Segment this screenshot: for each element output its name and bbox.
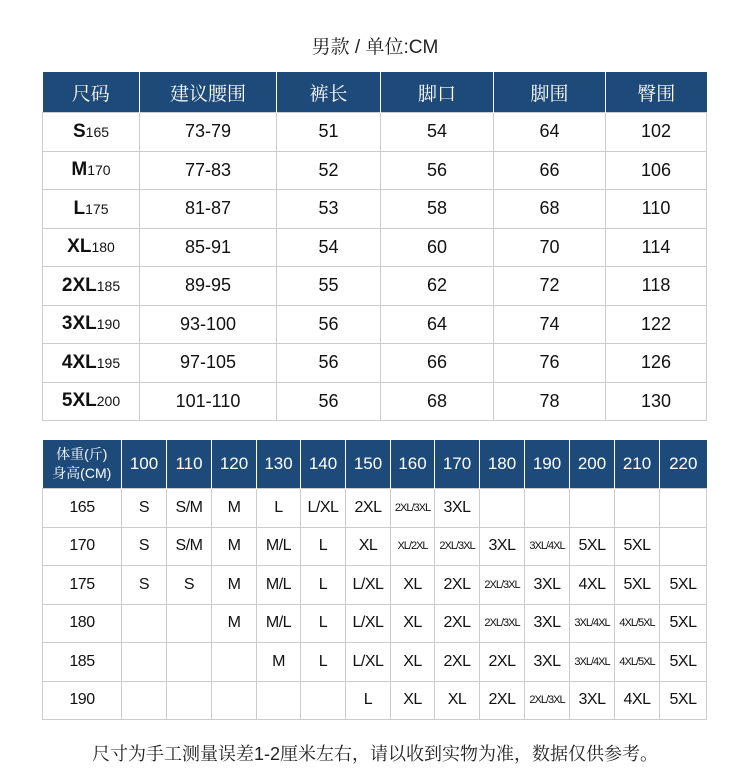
size-recommendation-cell: 2XL [435,643,480,682]
size-recommendation-cell: M/L [257,527,301,566]
cell-length: 55 [277,267,381,306]
size-recommendation-cell: 5XL [660,643,707,682]
size-recommendation-cell: L [301,566,346,605]
page-title: 男款 / 单位:CM [311,37,439,58]
cell-length: 52 [277,151,381,190]
cell-leg: 66 [494,151,606,190]
size-recommendation-cell [660,527,707,566]
table-row [43,190,707,229]
size-height: 170 [87,162,111,179]
size-recommendation-cell: 3XL [570,681,615,720]
size-recommendation-cell: 2XL/3XL [391,489,435,528]
table-row [43,527,707,566]
header-weight: 120 [212,440,257,489]
corner-height-label: 身高(CM) [52,465,112,481]
cell-leg: 72 [494,267,606,306]
size-recommendation-cell: M [257,643,301,682]
cell-hem: 60 [381,228,494,267]
table-row [43,489,707,528]
footnote: 尺寸为手工测量误差1-2厘米左右，请以收到实物为准，数据仅供参考。 [91,744,658,764]
size-recommendation-cell: XL [346,527,391,566]
size-recommendation-cell: 2XL [346,489,391,528]
cell-waist: 85-91 [140,228,277,267]
cell-hem: 68 [381,382,494,421]
cell-hem: 62 [381,267,494,306]
cell-waist: 97-105 [140,344,277,383]
cell-hip: 118 [606,267,707,306]
size-label: 2XL [61,274,97,296]
size-recommendation-cell: 3XL/4XL [570,643,615,682]
size-recommendation-cell: XL [391,643,435,682]
cell-waist: 81-87 [140,190,277,229]
height-cell: 180 [43,604,122,643]
size-recommendation-cell: 4XL/5XL [615,643,660,682]
table-row [43,344,707,383]
cell-length: 56 [277,305,381,344]
cell-length: 56 [277,344,381,383]
size-label: L [73,197,86,219]
header-leg: 脚围 [494,72,606,113]
size-recommendation-cell: 5XL [660,566,707,605]
size-recommendation-cell: 3XL [525,604,570,643]
size-recommendation-cell: 5XL [660,681,707,720]
header-weight: 180 [480,440,525,489]
table-row [43,228,707,267]
weight-table-header-row [43,440,707,489]
size-recommendation-cell: L [346,681,391,720]
header-weight: 210 [615,440,660,489]
size-recommendation-cell: 3XL [480,527,525,566]
cell-hem: 64 [381,305,494,344]
table-row [43,267,707,306]
header-waist: 建议腰围 [140,72,277,113]
cell-length: 54 [277,228,381,267]
header-size: 尺码 [43,72,140,113]
size-cell [43,305,140,344]
size-recommendation-cell: 2XL/3XL [435,527,480,566]
header-weight: 100 [122,440,167,489]
size-recommendation-cell [525,489,570,528]
height-cell: 165 [43,489,122,528]
size-recommendation-cell: XL [391,566,435,605]
size-recommendation-cell [257,681,301,720]
cell-hem: 58 [381,190,494,229]
size-recommendation-cell: 2XL [435,566,480,605]
size-recommendation-cell [167,681,212,720]
size-recommendation-cell: L/XL [346,643,391,682]
height-cell: 190 [43,681,122,720]
size-recommendation-cell: 4XL [570,566,615,605]
size-recommendation-cell: 3XL [435,489,480,528]
size-label: 4XL [61,351,97,373]
size-cell [43,190,140,229]
header-weight: 110 [167,440,212,489]
cell-hip: 114 [606,228,707,267]
size-recommendation-cell: M/L [257,566,301,605]
size-recommendation-cell: S [122,489,167,528]
header-length: 裤长 [277,72,381,113]
header-weight: 190 [525,440,570,489]
size-recommendation-cell: M/L [257,604,301,643]
cell-hem: 56 [381,151,494,190]
cell-leg: 78 [494,382,606,421]
size-recommendation-cell: 2XL [480,681,525,720]
size-recommendation-cell: 2XL/3XL [480,604,525,643]
size-height: 200 [96,393,121,410]
cell-waist: 77-83 [140,151,277,190]
table-row [43,113,707,152]
cell-hem: 66 [381,344,494,383]
header-corner [43,440,122,489]
cell-leg: 70 [494,228,606,267]
size-label: 3XL [61,313,97,335]
size-label: M [71,159,88,181]
size-recommendation-cell: 3XL [525,566,570,605]
size-recommendation-cell: L [257,489,301,528]
cell-leg: 76 [494,344,606,383]
size-cell [43,228,140,267]
cell-length: 56 [277,382,381,421]
table-row [43,643,707,682]
cell-leg: 74 [494,305,606,344]
table-row [43,151,707,190]
cell-hip: 126 [606,344,707,383]
size-recommendation-cell [122,681,167,720]
header-hip: 臀围 [606,72,707,113]
cell-hip: 122 [606,305,707,344]
size-cell [43,267,140,306]
cell-waist: 93-100 [140,305,277,344]
cell-hip: 102 [606,113,707,152]
size-recommendation-cell [122,604,167,643]
size-recommendation-cell: 2XL/3XL [480,566,525,605]
size-cell [43,382,140,421]
size-cell [43,151,140,190]
header-weight: 130 [257,440,301,489]
cell-length: 53 [277,190,381,229]
table-row [43,681,707,720]
table-row [43,604,707,643]
size-cell [43,344,140,383]
size-recommendation-cell: 2XL/3XL [525,681,570,720]
height-cell: 185 [43,643,122,682]
size-recommendation-cell: S/M [167,489,212,528]
size-recommendation-cell [212,681,257,720]
size-recommendation-cell: 3XL/4XL [525,527,570,566]
size-recommendation-cell [301,681,346,720]
size-recommendation-cell: M [212,566,257,605]
size-height: 165 [85,123,110,140]
header-weight: 220 [660,440,707,489]
header-weight: 140 [301,440,346,489]
header-hem: 脚口 [381,72,494,113]
size-recommendation-cell: M [212,604,257,643]
height-cell: 170 [43,527,122,566]
size-height: 175 [85,200,109,217]
size-recommendation-cell: XL/2XL [391,527,435,566]
size-recommendation-cell [570,489,615,528]
size-table [42,72,707,421]
size-recommendation-cell [660,489,707,528]
size-recommendation-cell: S [122,566,167,605]
table-row [43,382,707,421]
header-weight: 170 [435,440,480,489]
cell-hip: 130 [606,382,707,421]
corner-weight-label: 体重(斤) [56,446,108,462]
size-recommendation-cell [212,643,257,682]
header-weight: 150 [346,440,391,489]
size-recommendation-cell [480,489,525,528]
size-recommendation-cell: L [301,527,346,566]
size-recommendation-cell: 3XL/4XL [570,604,615,643]
size-recommendation-cell [615,489,660,528]
size-recommendation-cell [167,643,212,682]
size-recommendation-cell: 5XL [660,604,707,643]
header-weight: 160 [391,440,435,489]
size-recommendation-cell: 3XL [525,643,570,682]
size-recommendation-cell: 2XL [435,604,480,643]
size-recommendation-cell: M [212,527,257,566]
cell-length: 51 [277,113,381,152]
size-recommendation-cell: 4XL [615,681,660,720]
cell-hip: 106 [606,151,707,190]
size-label: 5XL [61,390,97,412]
size-table-header-row [43,72,707,113]
cell-waist: 101-110 [140,382,277,421]
size-recommendation-cell: 5XL [570,527,615,566]
size-recommendation-cell: 4XL/5XL [615,604,660,643]
size-recommendation-cell: S [122,527,167,566]
size-height: 190 [96,316,121,333]
size-recommendation-cell: XL [391,681,435,720]
size-recommendation-cell: L [301,604,346,643]
size-height: 195 [96,354,121,371]
size-cell [43,113,140,152]
size-recommendation-cell [167,604,212,643]
cell-hip: 110 [606,190,707,229]
size-recommendation-cell: XL [391,604,435,643]
cell-waist: 89-95 [140,267,277,306]
table-row [43,566,707,605]
size-recommendation-cell: M [212,489,257,528]
size-recommendation-cell [122,643,167,682]
size-label: S [72,120,86,142]
size-recommendation-cell: S/M [167,527,212,566]
size-recommendation-cell: 5XL [615,527,660,566]
size-recommendation-cell: XL [435,681,480,720]
table-row [43,305,707,344]
size-recommendation-cell: 2XL [480,643,525,682]
cell-leg: 64 [494,113,606,152]
header-weight: 200 [570,440,615,489]
size-recommendation-cell: S [167,566,212,605]
size-recommendation-cell: L [301,643,346,682]
size-recommendation-cell: L/XL [301,489,346,528]
cell-waist: 73-79 [140,113,277,152]
height-cell: 175 [43,566,122,605]
size-recommendation-cell: 5XL [615,566,660,605]
cell-leg: 68 [494,190,606,229]
weight-height-table [42,440,707,720]
cell-hem: 54 [381,113,494,152]
size-recommendation-cell: L/XL [346,566,391,605]
size-height: 180 [91,239,115,256]
size-label: XL [67,236,92,258]
size-recommendation-cell: L/XL [346,604,391,643]
size-height: 185 [96,277,121,294]
